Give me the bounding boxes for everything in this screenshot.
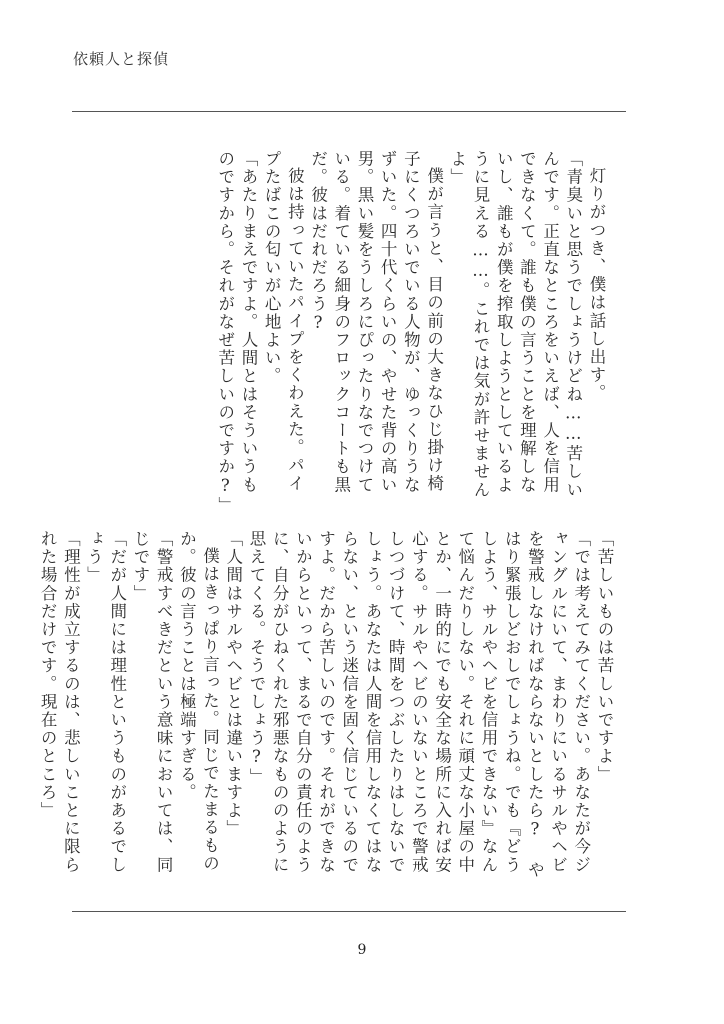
paragraph: 「青臭いと思うでしょうけどね……苦しいんです。正直なところをいえば、人を信用できなくて。誰も僕の言うことを理解しないし、誰もが僕を搾取しようとしているように見える……。これでは気が許せませんよ」	[447, 150, 583, 499]
paragraph: 「あたりまえですよ。人間とはそういうものですから。それがなぜ苦しいのですか?」	[215, 150, 258, 515]
paragraph: 灯りがつき、僕は話し出す。	[587, 166, 606, 402]
footer-rule	[72, 911, 626, 912]
paragraph: 僕が言うと、目の前の大きなひじ掛け椅子にくつろいでいる人物が、ゆっくりうなずいた。四十代くらいの、やせた背の高い男。黒い髪をうしろにぴったりなでつけている。着ている細身のフロックコートも黒だ。彼はだれだろう?	[308, 150, 444, 494]
paragraph: 僕はきっぱり言った。同じでたまるものか。彼の言うことは極端すぎる。	[177, 530, 220, 873]
paragraph: 彼は持っていたパイプをくわえた。パイプたばこの匂いが心地よい。	[262, 150, 305, 493]
paragraph: 「苦しいものは苦しいですよ」	[595, 530, 614, 784]
paragraph: 「では考えてみてください。あなたが今ジャングルにいて、まわりにいるサルやヘビを警戒しなければならないとしたら? やはり緊張しどおしでしょうね。でも『どうしよう、サルやヘビを信用できない』なんて悩んだりしない。それに頑丈な小屋の中とか、一時的にでも安全な場所に入れば安心する。サルやヘビのいないところで警戒しつづけて、時間をつぶしたりはしないでしょう。あなたは人間を信用しなくてはならない、という迷信を固く信じているのですよ。だから苦しいのです。それができないからといって、まるで自分の責任のように、自分がひねくれた邪悪なもののように思えてくる。そうでしょう?」	[246, 530, 591, 879]
page-number: 9	[357, 942, 367, 958]
text-block-upper	[188, 150, 608, 515]
header-rule	[72, 111, 626, 112]
paragraph: 「だが人間には理性というものがあるでしょう」	[84, 530, 127, 874]
paragraph: 「警戒すべきだという意味においては、同じです」	[130, 530, 174, 874]
text-block-lower	[38, 530, 616, 890]
paragraph: 「人間はサルやヘビとは違いますよ」	[223, 530, 243, 838]
paragraph: 「理性が成立するのは、悲しいことに限られた場合だけです。現在のところ」	[38, 530, 81, 874]
running-title: 依頼人と探偵	[73, 50, 170, 68]
